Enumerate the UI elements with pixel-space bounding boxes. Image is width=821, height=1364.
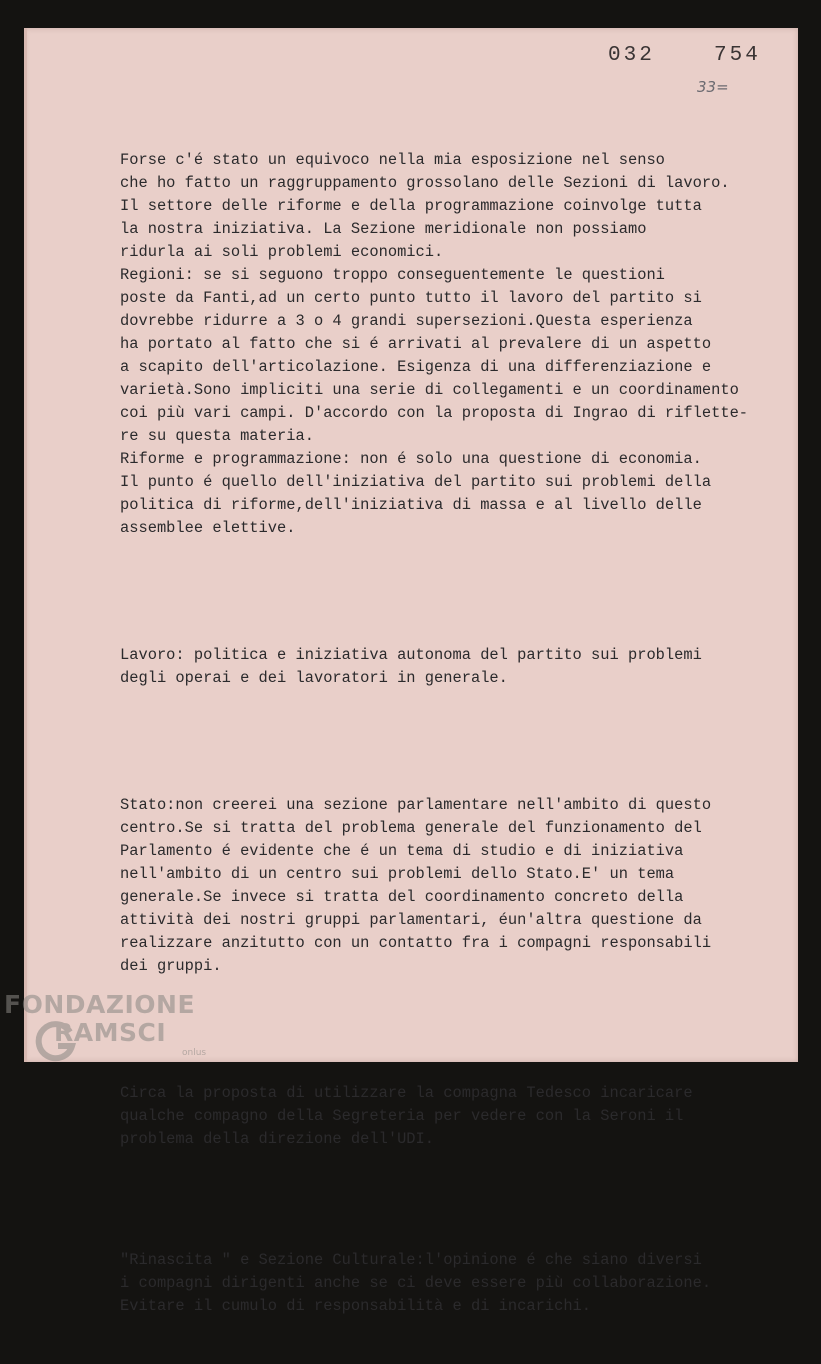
text-line: nell'ambito di un centro sui problemi dello Stato.E' un tema — [120, 865, 675, 883]
text-line: dei gruppi. — [120, 957, 222, 975]
watermark-line-3: onlus — [182, 1048, 207, 1058]
text-line: re su questa materia. — [120, 427, 314, 445]
text-line: ridurla ai soli problemi economici. — [120, 243, 444, 261]
text-line: coi più vari campi. D'accordo con la proposta di Ingrao di riflette- — [120, 404, 749, 422]
page-number: 33= — [697, 78, 729, 96]
watermark-line-1: FONDAZIONE — [4, 990, 196, 1019]
text-line: Evitare il cumulo di responsabilità e di incarichi. — [120, 1297, 592, 1315]
text-line: poste da Fanti,ad un certo punto tutto il lavoro del partito si — [120, 289, 702, 307]
text-line: Parlamento é evidente che é un tema di studio e di iniziativa — [120, 842, 684, 860]
typewritten-body — [120, 103, 780, 1364]
text-line: a scapito dell'articolazione. Esigenza di una differenziazione e — [120, 358, 712, 376]
paragraph — [120, 149, 780, 540]
text-line: la nostra iniziativa. La Sezione meridionale non possiamo — [120, 220, 647, 238]
document-page — [24, 28, 798, 1315]
text-line: attività dei nostri gruppi parlamentari, éun'altra questione da — [120, 911, 702, 929]
text-line: varietà.Sono impliciti una serie di collegamenti e un coordinamento — [120, 381, 739, 399]
text-line: ha portato al fatto che si é arrivati al prevalere di un aspetto — [120, 335, 712, 353]
text-line: Forse c'é stato un equivoco nella mia esposizione nel senso — [120, 151, 665, 169]
text-line: generale.Se invece si tratta del coordinamento concreto della — [120, 888, 684, 906]
paragraph — [120, 644, 780, 690]
text-line: i compagni dirigenti anche se ci deve essere più collaborazione. — [120, 1274, 712, 1292]
paragraph — [120, 1249, 780, 1318]
watermark-line-2: RAMSCI — [54, 1018, 167, 1047]
text-line: centro.Se si tratta del problema generale del funzionamento del — [120, 819, 702, 837]
text-line: dovrebbe ridurre a 3 o 4 grandi supersezioni.Questa esperienza — [120, 312, 693, 330]
text-line: degli operai e dei lavoratori in generale. — [120, 669, 508, 687]
text-line: Il settore delle riforme e della programmazione coinvolge tutta — [120, 197, 702, 215]
text-line: Lavoro: politica e iniziativa autonoma del partito sui problemi — [120, 646, 702, 664]
text-line: politica di riforme,dell'iniziativa di massa e al livello delle — [120, 496, 702, 514]
text-line: problema della direzione dell'UDI. — [120, 1130, 435, 1148]
paragraph — [120, 794, 780, 978]
archive-number: 032 754 — [608, 44, 761, 67]
text-line: Stato:non creerei una sezione parlamentare nell'ambito di questo — [120, 796, 712, 814]
text-line: Circa la proposta di utilizzare la compagna Tedesco incaricare — [120, 1084, 693, 1102]
page-edge — [24, 28, 27, 1062]
paragraph — [120, 1082, 780, 1151]
text-line: qualche compagno della Segreteria per vedere con la Seroni il — [120, 1107, 684, 1125]
text-line: Riforme e programmazione: non é solo una questione di economia. — [120, 450, 702, 468]
text-line: assemblee elettive. — [120, 519, 296, 537]
text-line: realizzare anzitutto con un contatto fra i compagni responsabili — [120, 934, 712, 952]
text-line: che ho fatto un raggruppamento grossolano delle Sezioni di lavoro. — [120, 174, 730, 192]
text-line: Il punto é quello dell'iniziativa del partito sui problemi della — [120, 473, 712, 491]
text-line: "Rinascita " e Sezione Culturale:l'opinione é che siano diversi — [120, 1251, 702, 1269]
text-line: Regioni: se si seguono troppo conseguentemente le questioni — [120, 266, 665, 284]
fondazione-gramsci-watermark — [4, 990, 207, 1075]
